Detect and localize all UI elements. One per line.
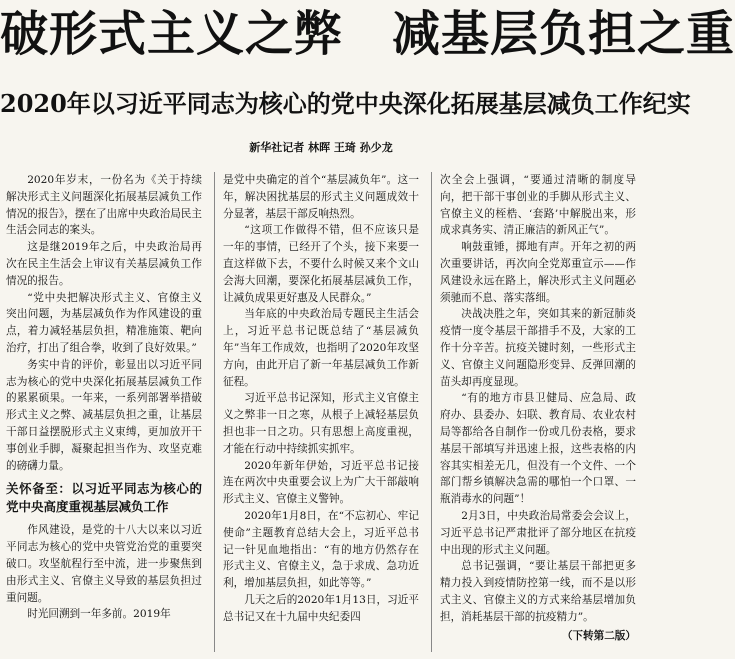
paragraph: 2月3日，中央政治局常委会会议上，习近平总书记严肃批评了部分地区在抗疫中出现的形式主义问题。	[440, 509, 636, 556]
column-divider	[431, 172, 432, 652]
continued-notice: （下转第二版）	[561, 629, 636, 642]
paragraph: 这是继2019年之后，中央政治局再次在民主生活会上审议有关基层减负工作情况的报告。	[6, 241, 202, 287]
paragraph: “有的地方市县卫健局、应急局、政府办、县委办、妇联、教育局、农业农村局等都给各自制作一份或几份表格，要求基层干部填写并迅速上报，这些表格的内容其实相差无几，但没有一个文件、一个部门帮乡镇解决急需的哪怕一个口罩、一瓶消毒水的问题”！	[440, 392, 636, 506]
section-heading: 关怀备至：以习近平同志为核心的党中央高度重视基层减负工作	[6, 481, 202, 515]
byline: 新华社记者 林晖 王琦 孙少龙	[249, 141, 393, 154]
paragraph: 2020年1月8日，在“不忘初心、牢记使命”主题教育总结大会上，习近平总书记一针见血地指出：“有的地方仍然存在形式主义、官僚主义，急于求成、急功近利，增加基层负担，如此等等。”	[223, 509, 419, 590]
subheadline: 2020年以习近平同志为核心的党中央深化拓展基层减负工作纪实	[0, 89, 691, 118]
paragraph: 作风建设，是党的十八大以来以习近平同志为核心的党中央管党治党的重要突破口。攻坚航程行至中流，进一步聚焦到由形式主义、官僚主义导致的基层负担过重问题。	[6, 524, 202, 604]
paragraph: 次全会上强调，“要通过清晰的制度导向，把干部干事创业的手脚从形式主义、官僚主义的桎梏、‘套路’中解脱出来，形成求真务实、清正廉洁的新风正气”。	[440, 174, 636, 237]
paragraph: 当年底的中央政治局专题民主生活会上，习近平总书记既总结了“基层减负年”当年工作成效，也指明了2020年攻坚方向，由此开启了新一年基层减负工作新征程。	[223, 308, 419, 388]
paragraph: 几天之后的2020年1月13日，习近平总书记又在十九届中央纪委四	[223, 593, 419, 623]
paragraph: 务实中肯的评价，彰显出以习近平同志为核心的党中央深化拓展基层减负工作的累累硕果。一年来，一系列部署举措破形式主义之弊、减基层负担之重，让基层干部日益摆脱形式主义束缚，更加放开干事创业手脚，凝聚起担当作为、攻坚克难的磅礴力量。	[6, 358, 202, 472]
paragraph: 是党中央确定的首个“基层减负年”。这一年，解决困扰基层的形式主义问题成效十分显著，基层干部反响热烈。	[223, 174, 419, 220]
paragraph: 总书记强调，“要让基层干部把更多精力投入到疫情防控第一线，而不是以形式主义、官僚主义的方式来给基层增加负担，消耗基层干部的抗疫精力”。	[440, 560, 636, 623]
paragraph: 决战决胜之年，突如其来的新冠肺炎疫情一度令基层干部措手不及，大家的工作十分辛苦。抗疫关键时刻，一些形式主义、官僚主义问题隐形变异、反弹回潮的苗头却再度显现。	[440, 308, 636, 388]
headline: 破形式主义之弊 减基层负担之重	[0, 6, 735, 62]
paragraph: 习近平总书记深知，形式主义官僚主义之弊非一日之寒，从根子上减轻基层负担也非一日之功。只有思想上高度重视，才能在行动中持续抓实抓牢。	[223, 392, 419, 455]
paragraph: 时光回溯到一年多前。2019年	[27, 608, 171, 621]
article-column-2	[223, 172, 419, 652]
column-divider	[214, 172, 215, 652]
paragraph: 2020年新年伊始，习近平总书记接连在两次中央重要会议上为广大干部敲响形式主义、官僚主义警钟。	[223, 459, 419, 506]
paragraph: 2020年岁末，一份名为《关于持续解决形式主义问题深化拓展基层减负工作情况的报告》，摆在了出席中央政治局民主生活会同志的案头。	[6, 174, 202, 237]
paragraph: “这项工作做得不错，但不应该只是一年的事情，已经开了个头，接下来要一直这样做下去，不要什么时候又来个文山会海大回潮，要深化拓展基层减负工作，让减负成果更好惠及人民群众。”	[223, 224, 419, 304]
article-column-3	[440, 172, 636, 652]
paragraph: “党中央把解决形式主义、官僚主义突出问题，为基层减负作为作风建设的重点，着力减轻基层负担，精准施策、靶向治疗，打出了组合拳，收到了良好效果。”	[6, 291, 202, 354]
article-column-1	[6, 172, 202, 652]
paragraph: 响鼓重锤，掷地有声。开年之初的两次重要讲话，再次向全党郑重宣示——作风建设永远在路上，解决形式主义问题必须驰而不息、落实落细。	[440, 241, 636, 304]
